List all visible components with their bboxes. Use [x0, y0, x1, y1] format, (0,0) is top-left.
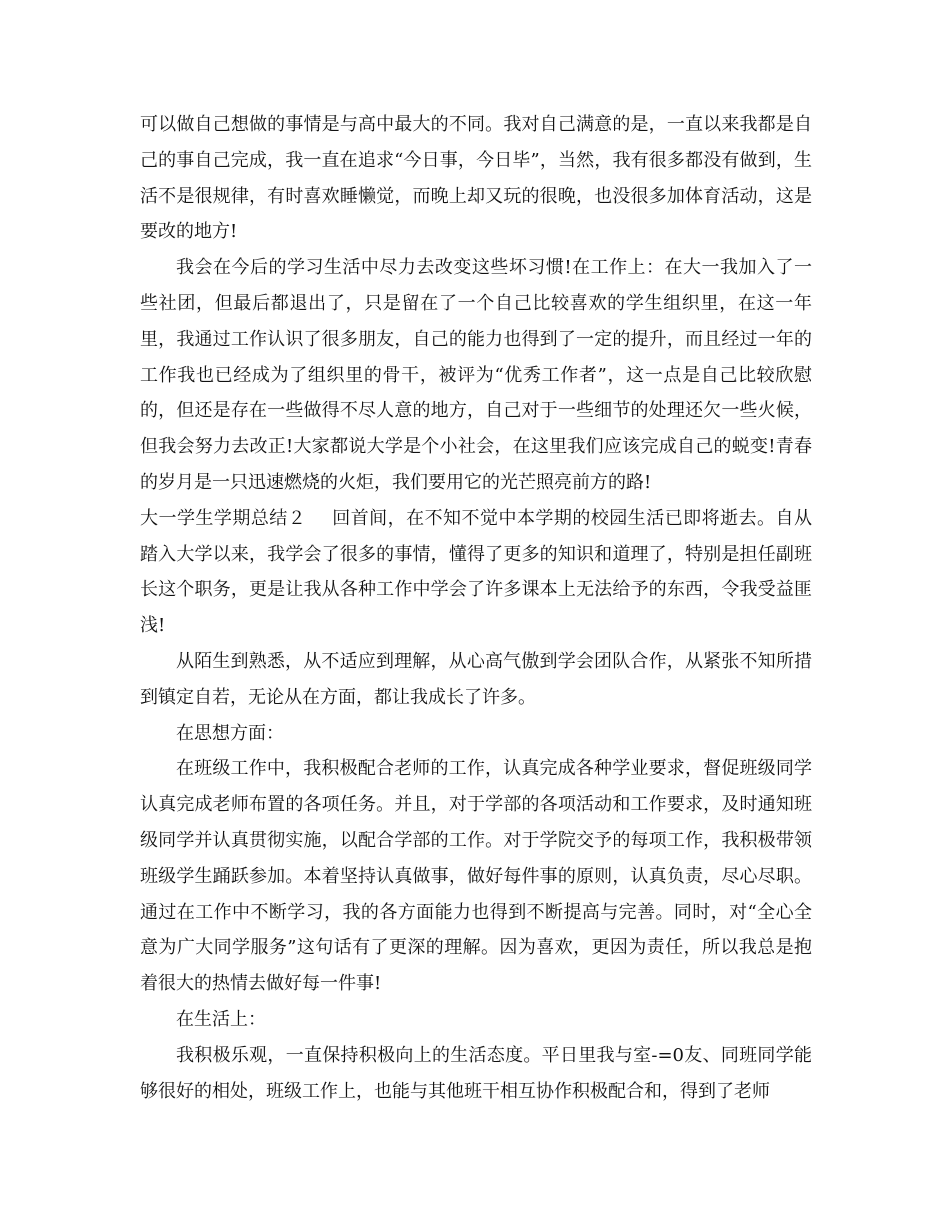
paragraph-3 — [140, 501, 812, 644]
subheading-life: 在生活上： — [176, 1008, 266, 1030]
paragraph-8: 我积极乐观，一直保持积极向上的生活态度。平日里我与室-=0友、同班同学能够很好的相处，班级工作上，也能与其他班干相互协作积极配合和，得到了老师 — [140, 1044, 812, 1102]
subheading-thought: 在思想方面： — [176, 722, 284, 744]
paragraph-1: 可以做自己想做的事情是与高中最大的不同。我对自己满意的是，一直以来我都是自己的事自己完成，我一直在追求“今日事，今日毕”，当然，我有很多都没有做到，生活不是很规律，有时喜欢睡懒觉，而晚上却又玩的很晚，也没很多加体育活动，这是要改的地方! — [140, 114, 812, 243]
paragraph-2: 我会在今后的学习生活中尽力去改变这些坏习惯!在工作上：在大一我加入了一些社团，但最后都退出了，只是留在了一个自己比较喜欢的学生组织里，在这一年里，我通过工作认识了很多朋友，自己的能力也得到了一定的提升，而且经过一年的工作我也已经成为了组织里的骨干，被评为“优秀工作者”，这一点是自己比较欣慰的，但还是存在一些做得不尽人意的地方，自己对于一些细节的处理还欠一些火候，但我会努力去改正!大家都说大学是个小社会，在这里我们应该完成自己的蜕变!青春的岁月是一只迅速燃烧的火炬，我们要用它的光芒照亮前方的路! — [140, 257, 812, 493]
paragraph-6: 在班级工作中，我积极配合老师的工作，认真完成各种学业要求，督促班级同学认真完成老师布置的各项任务。并且，对于学部的各项活动和工作要求，及时通知班级同学并认真贯彻实施，以配合学部的工作。对于学院交予的每项工作，我积极带领班级学生踊跃参加。本着坚持认真做事，做好每件事的原则，认真负责，尽心尽职。通过在工作中不断学习，我的各方面能力也得到不断提高与完善。同时，对“全心全意为广大同学服务”这句话有了更深的理解。因为喜欢，更因为责任，所以我总是抱着很大的热情去做好每一件事! — [140, 758, 812, 995]
paragraph-4: 从陌生到熟悉，从不适应到理解，从心高气傲到学会团队合作，从紧张不知所措到镇定自若，无论从在方面，都让我成长了许多。 — [140, 650, 812, 708]
document-page — [140, 107, 812, 1109]
paragraph-3-text: 回首间，在不知不觉中本学期的校园生活已即将逝去。自从踏入大学以来，我学会了很多的事情，懂得了更多的知识和道理了，特别是担任副班长这个职务，更是让我从各种工作中学会了许多课本上无法给予的东西，令我受益匪浅! — [140, 507, 812, 637]
section-heading: 大一学生学期总结２ — [140, 507, 307, 529]
